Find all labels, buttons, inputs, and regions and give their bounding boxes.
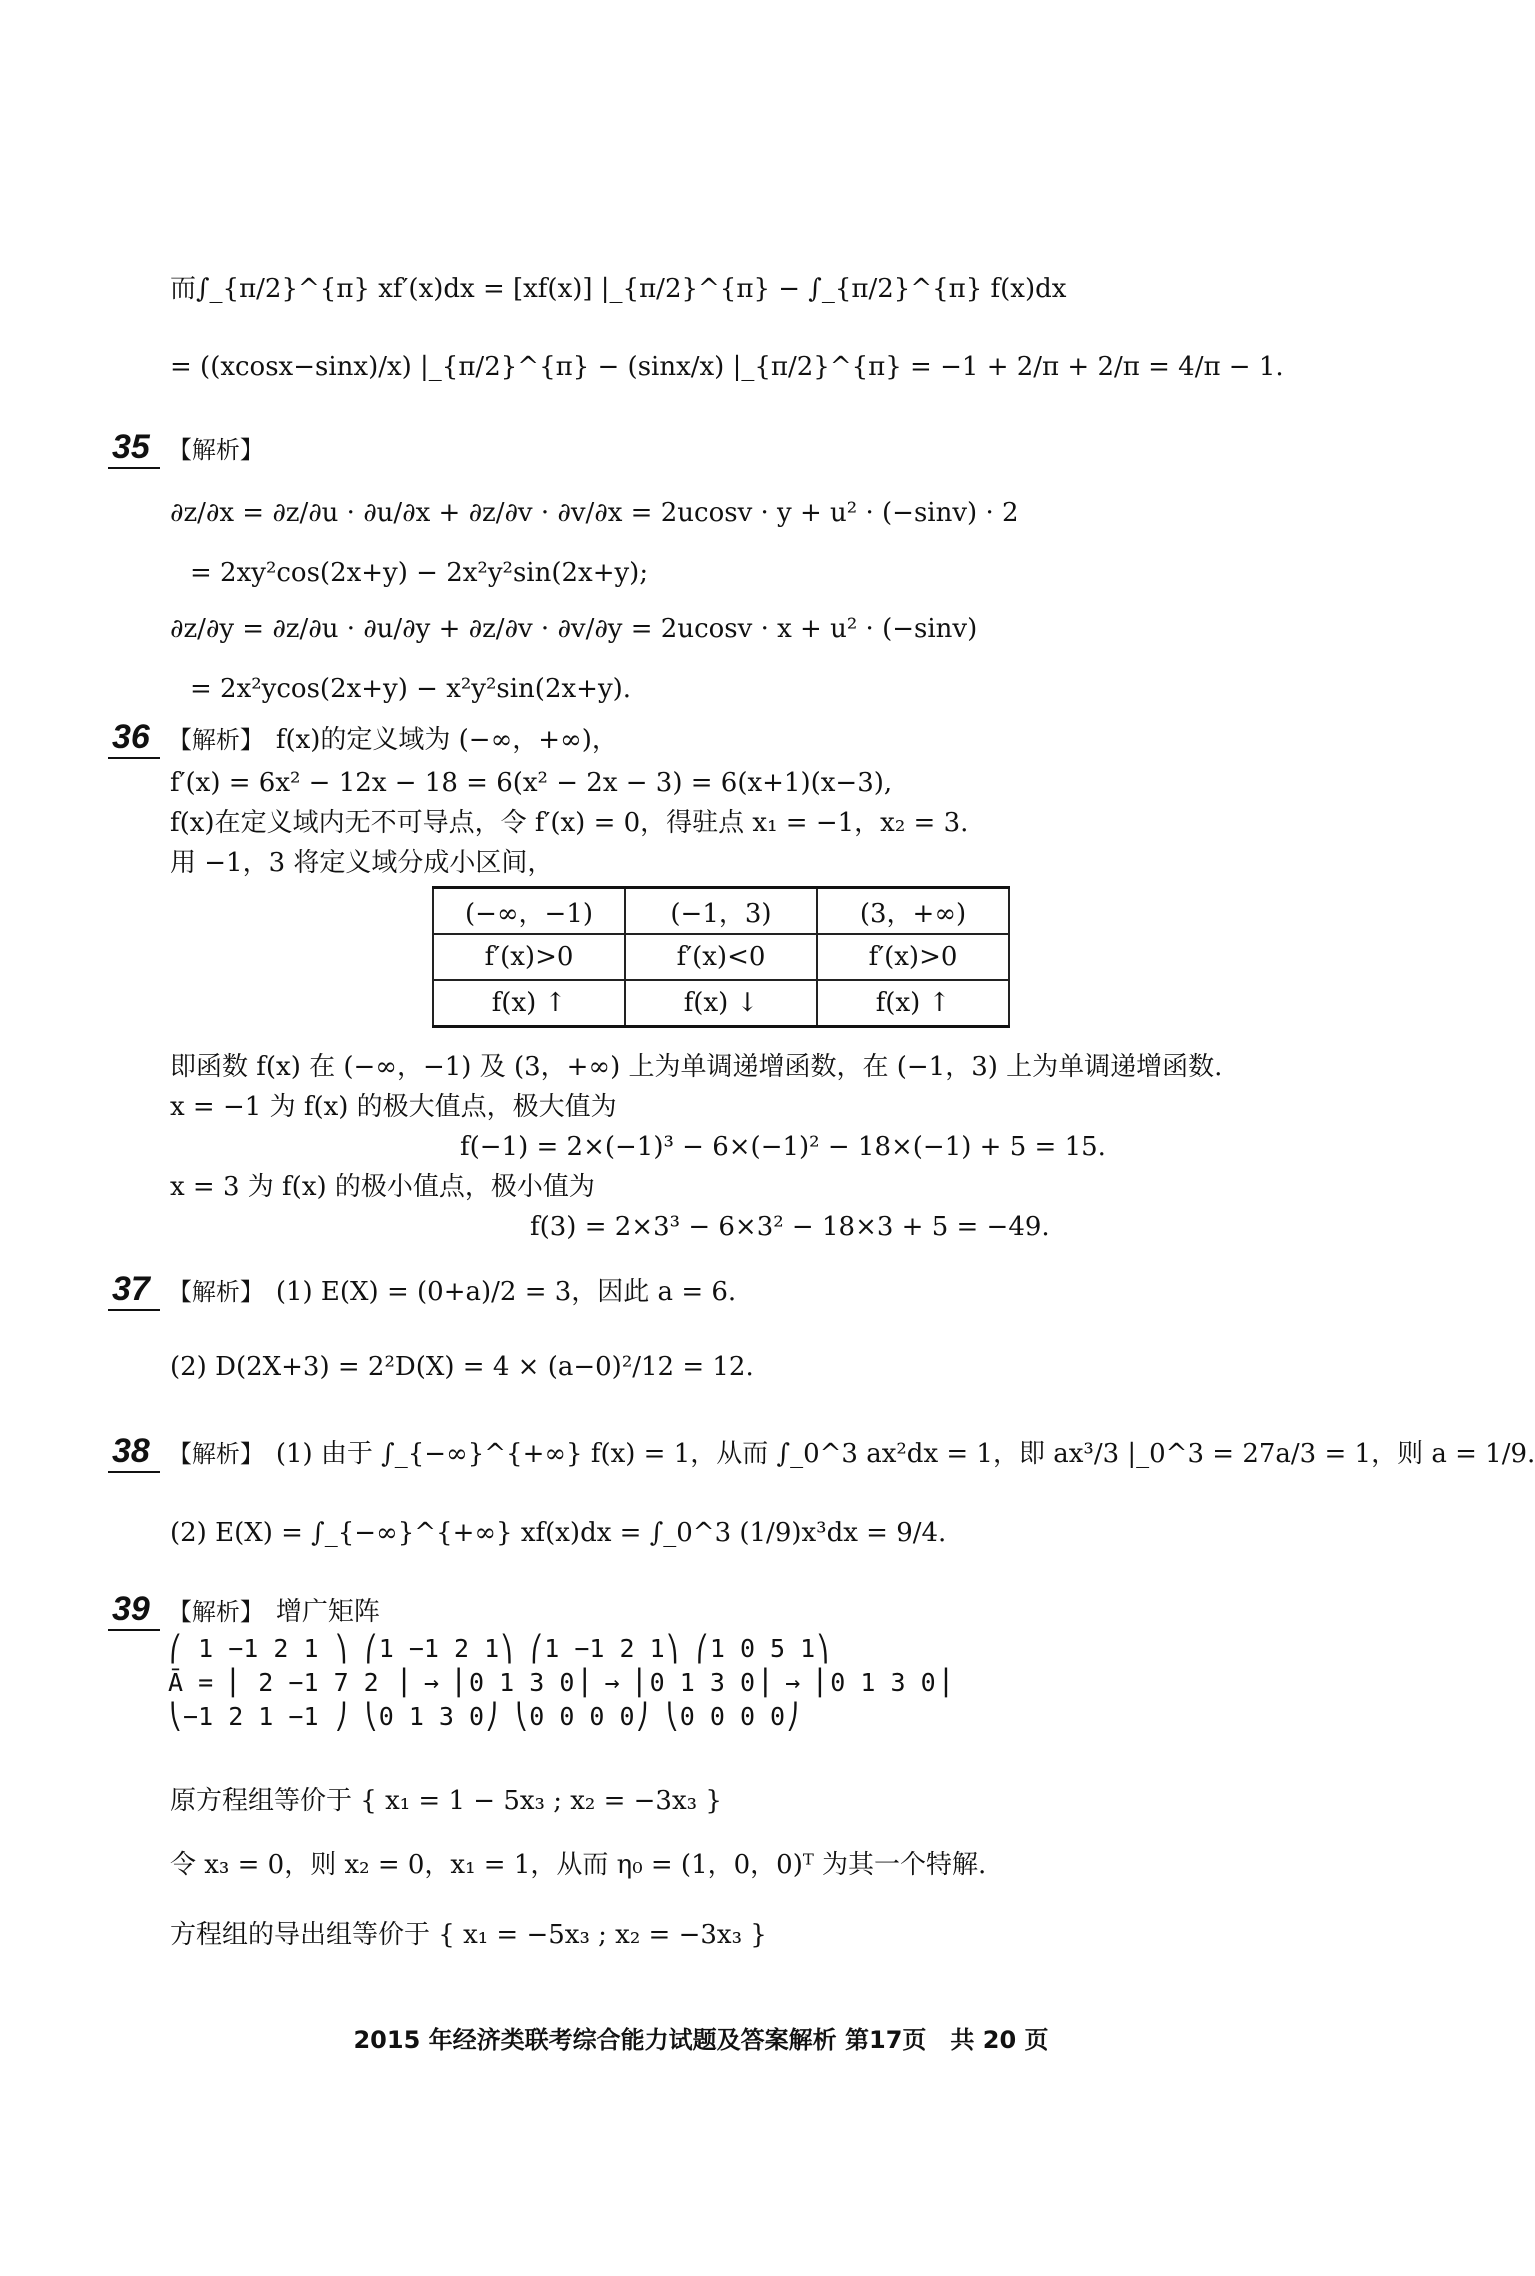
table-cell: (3，+∞) [817, 888, 1009, 935]
section-38-heading: (1) 由于 ∫_{−∞}^{+∞} f(x) = 1，从而 ∫_0^3 ax²dx = 1，即 ax³/3 |_0^3 = 27a/3 = 1，则 a = 1/9. [275, 1439, 1535, 1469]
section-37-heading: (1) E(X) = (0+a)/2 = 3，因此 a = 6. [275, 1277, 737, 1307]
table-row [433, 980, 1009, 1027]
monotonicity-table [432, 886, 1010, 1028]
s36-line-7: x = 3 为 f(x) 的极小值点，极小值为 [170, 1172, 595, 1202]
s36-line-2: f(x)在定义域内无不可导点，令 f′(x) = 0，得驻点 x₁ = −1，x₂ = 3. [170, 808, 969, 838]
table-cell: f′(x)>0 [817, 934, 1009, 980]
table-cell: f′(x)<0 [625, 934, 817, 980]
s36-line-8: f(3) = 2×3³ − 6×3² − 18×3 + 5 = −49. [530, 1212, 1050, 1242]
section-38-header [108, 1432, 1535, 1473]
matrix-row-2: Ā = ⎜ 2 −1 7 2 ⎟ → ⎜0 1 3 0⎟ → ⎜0 1 3 0⎟ → ⎜0 1 3 0⎟ [168, 1668, 951, 1697]
section-35-header [108, 428, 264, 469]
section-36-heading: f(x)的定义域为 (−∞，+∞)， [275, 725, 618, 755]
table-cell: f(x) ↓ [625, 980, 817, 1027]
s36-line-1: f′(x) = 6x² − 12x − 18 = 6(x² − 2x − 3) = 6(x+1)(x−3), [170, 768, 893, 798]
s35-line-3: ∂z/∂y = ∂z/∂u · ∂u/∂y + ∂z/∂v · ∂v/∂y = 2ucosv · x + u² · (−sinv) [170, 614, 978, 644]
s36-line-5: x = −1 为 f(x) 的极大值点，极大值为 [170, 1092, 617, 1122]
matrix-row-3: ⎝−1 2 1 −1 ⎠ ⎝0 1 3 0⎠ ⎝0 0 0 0⎠ ⎝0 0 0 0⎠ [168, 1702, 801, 1731]
s38-line-2: (2) E(X) = ∫_{−∞}^{+∞} xf(x)dx = ∫_0^3 (1/9)x³dx = 9/4. [170, 1518, 947, 1548]
s35-line-4: = 2x²ycos(2x+y) − x²y²sin(2x+y). [190, 674, 632, 704]
section-39-heading: 增广矩阵 [275, 1597, 380, 1627]
analysis-tag: 【解析】 [167, 1440, 264, 1468]
section-39-header [108, 1590, 380, 1631]
table-cell: f(x) ↑ [817, 980, 1009, 1027]
table-row [433, 888, 1009, 935]
s39-system-1: 原方程组等价于 { x₁ = 1 − 5x₃ ; x₂ = −3x₃ } [170, 1786, 722, 1816]
table-row [433, 934, 1009, 980]
s35-line-1: ∂z/∂x = ∂z/∂u · ∂u/∂x + ∂z/∂v · ∂v/∂x = 2ucosv · y + u² · (−sinv) · 2 [170, 498, 1019, 528]
section-number: 38 [108, 1432, 160, 1473]
table-cell: (−1，3) [625, 888, 817, 935]
s36-line-6: f(−1) = 2×(−1)³ − 6×(−1)² − 18×(−1) + 5 = 15. [460, 1132, 1106, 1162]
section-36-header [108, 718, 618, 759]
analysis-tag: 【解析】 [167, 436, 264, 464]
s39-system-2: 方程组的导出组等价于 { x₁ = −5x₃ ; x₂ = −3x₃ } [170, 1920, 767, 1950]
s36-line-4: 即函数 f(x) 在 (−∞，−1) 及 (3，+∞) 上为单调递增函数，在 (−1，3) 上为单调递增函数. [170, 1052, 1223, 1082]
page-footer: 2015 年经济类联考综合能力试题及答案解析 第17页 共 20 页 [353, 2026, 1049, 2054]
section-number: 39 [108, 1590, 160, 1631]
table-cell: f′(x)>0 [433, 934, 625, 980]
section-number: 36 [108, 718, 160, 759]
section-number: 35 [108, 428, 160, 469]
section-number: 37 [108, 1270, 160, 1311]
s37-line-2: (2) D(2X+3) = 2²D(X) = 4 × (a−0)²/12 = 12. [170, 1352, 754, 1382]
matrix-row-1: ⎛ 1 −1 2 1 ⎞ ⎛1 −1 2 1⎞ ⎛1 −1 2 1⎞ ⎛1 0 5 1⎞ [168, 1634, 831, 1663]
analysis-tag: 【解析】 [167, 1278, 264, 1306]
analysis-tag: 【解析】 [167, 1598, 264, 1626]
s36-line-3: 用 −1，3 将定义域分成小区间， [170, 848, 554, 878]
s35-line-2: = 2xy²cos(2x+y) − 2x²y²sin(2x+y); [190, 558, 649, 588]
integral-line-2: = ((xcosx−sinx)/x) |_{π/2}^{π} − (sinx/x) |_{π/2}^{π} = −1 + 2/π + 2/π = 4/π − 1. [170, 352, 1284, 382]
s39-particular-solution: 令 x₃ = 0，则 x₂ = 0，x₁ = 1，从而 η₀ = (1，0，0)ᵀ 为其一个特解. [170, 1850, 987, 1880]
analysis-tag: 【解析】 [167, 726, 264, 754]
section-37-header [108, 1270, 736, 1311]
table-cell: (−∞，−1) [433, 888, 625, 935]
integral-line-1: 而∫_{π/2}^{π} xf′(x)dx = [xf(x)] |_{π/2}^{π} − ∫_{π/2}^{π} f(x)dx [170, 274, 1067, 304]
augmented-matrix-reduction [168, 1632, 951, 1734]
table-cell: f(x) ↑ [433, 980, 625, 1027]
